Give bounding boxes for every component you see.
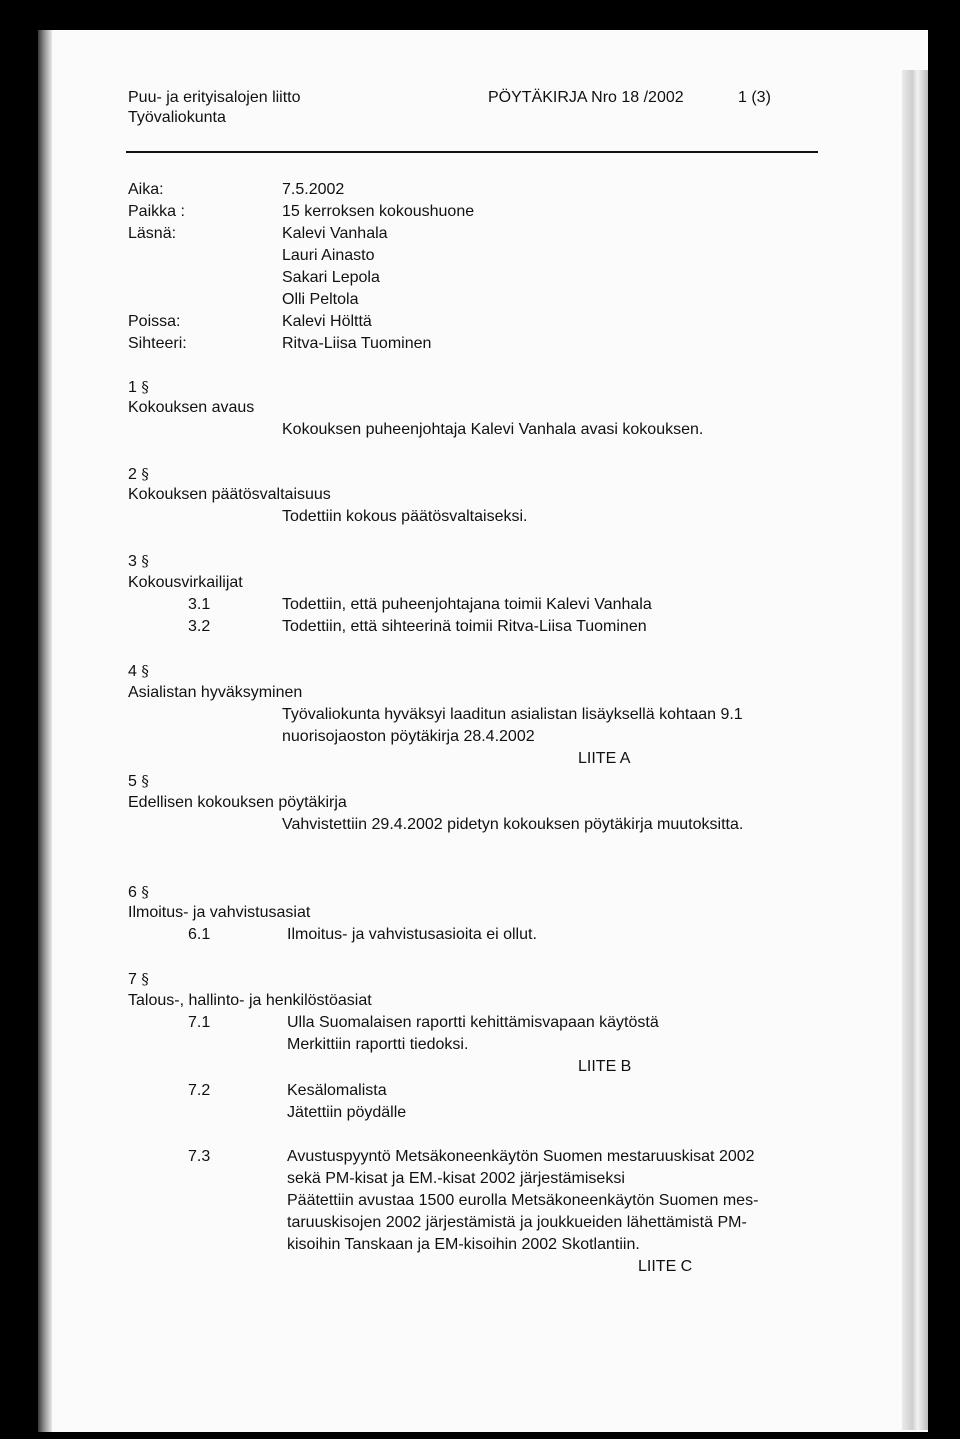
aika-label: Aika:: [128, 181, 164, 198]
section-sign: §: [141, 662, 149, 680]
section-1-title: Kokouksen avaus: [128, 399, 255, 416]
poissa-value: Kalevi Hölttä: [282, 313, 372, 330]
item-number: 7.3: [188, 1148, 211, 1165]
lasna-person: Sakari Lepola: [282, 269, 380, 286]
item-number: 7.2: [188, 1082, 211, 1099]
item-number: 3.2: [188, 618, 211, 635]
lasna-person: Lauri Ainasto: [282, 247, 375, 264]
section-6-number: 6 §: [128, 883, 149, 901]
section-2-title: Kokouksen päätösvaltaisuus: [128, 486, 331, 503]
section-sign: §: [141, 552, 149, 570]
item-number: 3.1: [188, 596, 211, 613]
item-number: 6.1: [188, 926, 211, 943]
section-sign: §: [141, 378, 149, 396]
section-sign: §: [141, 772, 149, 790]
section-4-title: Asialistan hyväksyminen: [128, 684, 303, 701]
lasna-person: Kalevi Vanhala: [282, 225, 388, 242]
item-text: kisoihin Tanskaan ja EM-kisoihin 2002 Skotlantiin.: [287, 1236, 640, 1253]
header-committee: Työvaliokunta: [128, 109, 226, 126]
page-shadow-left: [38, 30, 52, 1432]
item-text: Ulla Suomalaisen raportti kehittämisvapaan käytöstä: [287, 1014, 659, 1031]
section-1-text: Kokouksen puheenjohtaja Kalevi Vanhala avasi kokouksen.: [282, 421, 704, 438]
header-org: Puu- ja erityisalojen liitto: [128, 89, 301, 106]
poissa-label: Poissa:: [128, 313, 181, 330]
item-text: Avustuspyyntö Metsäkoneenkäytön Suomen mestaruuskisat 2002: [287, 1148, 755, 1165]
section-2-number: 2 §: [128, 465, 149, 483]
attachment-label: LIITE A: [578, 750, 631, 767]
section-5-text: Vahvistettiin 29.4.2002 pidetyn kokouksen pöytäkirja muutoksitta.: [282, 816, 744, 833]
document-page: [38, 30, 928, 1432]
section-4-text: Työvaliokunta hyväksyi laaditun asialistan lisäyksellä kohtaan 9.1: [282, 706, 743, 723]
section-sign: §: [141, 465, 149, 483]
item-text: sekä PM-kisat ja EM.-kisat 2002 järjestämiseksi: [287, 1170, 625, 1187]
section-6-title: Ilmoitus- ja vahvistusasiat: [128, 904, 311, 921]
section-5-number: 5 §: [128, 772, 149, 790]
attachment-label: LIITE B: [578, 1058, 632, 1075]
item-text: Päätettiin avustaa 1500 eurolla Metsäkoneenkäytön Suomen mes-: [287, 1192, 759, 1209]
section-sign: §: [141, 883, 149, 901]
section-3-title: Kokousvirkailijat: [128, 574, 243, 591]
item-text: Kesälomalista: [287, 1082, 387, 1099]
paikka-label: Paikka :: [128, 203, 185, 220]
lasna-person: Olli Peltola: [282, 291, 359, 308]
section-2-text: Todettiin kokous päätösvaltaiseksi.: [282, 508, 528, 525]
section-7-number: 7 §: [128, 970, 149, 988]
sihteeri-label: Sihteeri:: [128, 335, 187, 352]
paikka-value: 15 kerroksen kokoushuone: [282, 203, 475, 220]
section-3-number: 3 §: [128, 552, 149, 570]
section-5-title: Edellisen kokouksen pöytäkirja: [128, 794, 347, 811]
section-7-title: Talous-, hallinto- ja henkilöstöasiat: [128, 992, 372, 1009]
item-text: Todettiin, että puheenjohtajana toimii Kalevi Vanhala: [282, 596, 652, 613]
section-1-number: 1 §: [128, 378, 149, 396]
lasna-label: Läsnä:: [128, 225, 177, 242]
header-divider: [126, 151, 818, 153]
section-4-text: nuorisojaoston pöytäkirja 28.4.2002: [282, 728, 535, 745]
item-text: Jätettiin pöydälle: [287, 1104, 407, 1121]
aika-value: 7.5.2002: [282, 181, 345, 198]
attachment-label: LIITE C: [638, 1258, 693, 1275]
header-doc-title: PÖYTÄKIRJA Nro 18 /2002: [488, 89, 684, 106]
section-4-number: 4 §: [128, 662, 149, 680]
item-text: taruuskisojen 2002 järjestämistä ja joukkueiden lähettämistä PM-: [287, 1214, 747, 1231]
item-number: 7.1: [188, 1014, 211, 1031]
header-page-number: 1 (3): [738, 89, 771, 106]
item-text: Todettiin, että sihteerinä toimii Ritva-Liisa Tuominen: [282, 618, 647, 635]
section-sign: §: [141, 970, 149, 988]
item-text: Merkittiin raportti tiedoksi.: [287, 1036, 469, 1053]
item-text: Ilmoitus- ja vahvistusasioita ei ollut.: [287, 926, 537, 943]
sihteeri-value: Ritva-Liisa Tuominen: [282, 335, 432, 352]
page-edge-right: [902, 70, 928, 1430]
